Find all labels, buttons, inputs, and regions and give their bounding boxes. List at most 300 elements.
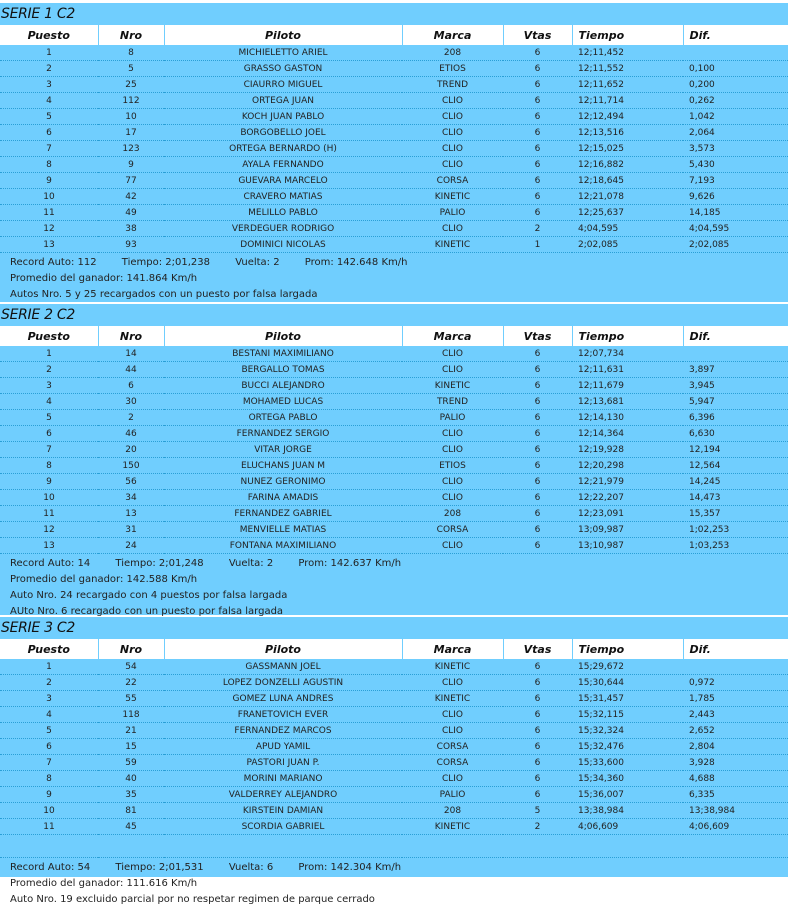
cell-tiempo: 12;15,025 — [572, 141, 683, 157]
cell-marca: KINETIC — [402, 237, 503, 253]
cell-tiempo: 12;11,679 — [572, 378, 683, 394]
cell-puesto: 6 — [0, 739, 98, 755]
table-row — [0, 426, 788, 442]
cell-vtas: 1 — [503, 237, 572, 253]
cell-dif: 4;06,609 — [683, 819, 788, 835]
cell-vtas: 6 — [503, 739, 572, 755]
header-tiempo: Tiempo — [572, 25, 683, 45]
cell-puesto: 11 — [0, 506, 98, 522]
cell-nro: 10 — [98, 109, 164, 125]
cell-tiempo: 15;32,324 — [572, 723, 683, 739]
cell-puesto: 9 — [0, 787, 98, 803]
serie-notes — [0, 858, 788, 908]
cell-vtas: 6 — [503, 442, 572, 458]
cell-nro: 77 — [98, 173, 164, 189]
cell-nro: 42 — [98, 189, 164, 205]
cell-puesto: 4 — [0, 707, 98, 723]
table-row — [0, 77, 788, 93]
cell-dif: 2,443 — [683, 707, 788, 723]
cell-marca: KINETIC — [402, 189, 503, 205]
cell-nro: 49 — [98, 205, 164, 221]
cell-marca: CORSA — [402, 739, 503, 755]
cell-puesto: 7 — [0, 442, 98, 458]
empty-row — [0, 835, 788, 858]
cell-puesto: 3 — [0, 691, 98, 707]
record-vuelta: Vuelta: 2 — [235, 257, 280, 268]
cell-nro: 21 — [98, 723, 164, 739]
serie-section — [0, 3, 788, 302]
cell-vtas: 5 — [503, 803, 572, 819]
table-row — [0, 394, 788, 410]
cell-vtas: 6 — [503, 125, 572, 141]
cell-puesto: 1 — [0, 659, 98, 675]
cell-tiempo: 15;32,115 — [572, 707, 683, 723]
cell-vtas: 6 — [503, 675, 572, 691]
cell-piloto: VITAR JORGE — [164, 442, 402, 458]
cell-puesto: 7 — [0, 141, 98, 157]
cell-dif: 12,564 — [683, 458, 788, 474]
table-row — [0, 410, 788, 426]
cell-marca: CORSA — [402, 173, 503, 189]
empty-cell — [402, 835, 503, 858]
empty-cell — [683, 835, 788, 858]
cell-dif: 14,185 — [683, 205, 788, 221]
cell-nro: 22 — [98, 675, 164, 691]
cell-nro: 24 — [98, 538, 164, 554]
cell-dif: 13;38,984 — [683, 803, 788, 819]
table-row — [0, 45, 788, 61]
table-header-row — [0, 639, 788, 659]
header-dif: Dif. — [683, 639, 788, 659]
cell-tiempo: 12;13,681 — [572, 394, 683, 410]
cell-puesto: 2 — [0, 362, 98, 378]
cell-puesto: 7 — [0, 755, 98, 771]
header-nro: Nro — [98, 25, 164, 45]
cell-piloto: GOMEZ LUNA ANDRES — [164, 691, 402, 707]
cell-tiempo: 12;11,714 — [572, 93, 683, 109]
cell-marca: CLIO — [402, 346, 503, 362]
table-row — [0, 522, 788, 538]
cell-puesto: 13 — [0, 237, 98, 253]
cell-marca: CLIO — [402, 93, 503, 109]
cell-marca: CLIO — [402, 125, 503, 141]
winner-average: Promedio del ganador: 111.616 Km/h — [10, 878, 198, 889]
cell-tiempo: 12;25,637 — [572, 205, 683, 221]
cell-nro: 20 — [98, 442, 164, 458]
record-vuelta: Vuelta: 6 — [228, 862, 274, 873]
cell-dif: 1,042 — [683, 109, 788, 125]
results-table — [0, 25, 788, 253]
cell-piloto: SCORDIA GABRIEL — [164, 819, 402, 835]
cell-dif: 2;02,085 — [683, 237, 788, 253]
cell-tiempo: 12;11,452 — [572, 45, 683, 61]
cell-piloto: CIAURRO MIGUEL — [164, 77, 402, 93]
cell-marca: CLIO — [402, 771, 503, 787]
table-row — [0, 755, 788, 771]
table-row — [0, 362, 788, 378]
cell-marca: ETIOS — [402, 61, 503, 77]
cell-dif: 0,100 — [683, 61, 788, 77]
cell-tiempo: 15;32,476 — [572, 739, 683, 755]
table-row — [0, 61, 788, 77]
cell-nro: 150 — [98, 458, 164, 474]
cell-marca: TREND — [402, 77, 503, 93]
empty-cell — [0, 835, 98, 858]
cell-puesto: 8 — [0, 458, 98, 474]
cell-dif: 0,200 — [683, 77, 788, 93]
cell-puesto: 8 — [0, 157, 98, 173]
cell-marca: CLIO — [402, 221, 503, 237]
table-row — [0, 237, 788, 253]
serie-notes — [0, 253, 788, 303]
cell-marca: CLIO — [402, 141, 503, 157]
cell-vtas: 6 — [503, 522, 572, 538]
cell-tiempo: 15;29,672 — [572, 659, 683, 675]
cell-vtas: 6 — [503, 205, 572, 221]
record-tiempo: Tiempo: 2;01,531 — [115, 862, 204, 873]
cell-vtas: 6 — [503, 93, 572, 109]
cell-nro: 9 — [98, 157, 164, 173]
cell-puesto: 4 — [0, 93, 98, 109]
header-dif: Dif. — [683, 326, 788, 346]
cell-vtas: 6 — [503, 77, 572, 93]
cell-puesto: 6 — [0, 426, 98, 442]
cell-vtas: 6 — [503, 189, 572, 205]
cell-nro: 13 — [98, 506, 164, 522]
cell-vtas: 6 — [503, 410, 572, 426]
table-row — [0, 93, 788, 109]
cell-piloto: VALDERREY ALEJANDRO — [164, 787, 402, 803]
table-header-row — [0, 25, 788, 45]
cell-piloto: FERNANDEZ MARCOS — [164, 723, 402, 739]
cell-marca: CLIO — [402, 426, 503, 442]
cell-piloto: MOHAMED LUCAS — [164, 394, 402, 410]
cell-tiempo: 12;18,645 — [572, 173, 683, 189]
cell-puesto: 2 — [0, 61, 98, 77]
cell-marca: KINETIC — [402, 819, 503, 835]
cell-tiempo: 13;09,987 — [572, 522, 683, 538]
cell-dif: 3,928 — [683, 755, 788, 771]
record-auto: Record Auto: 112 — [10, 257, 97, 268]
cell-marca: PALIO — [402, 205, 503, 221]
cell-tiempo: 15;34,360 — [572, 771, 683, 787]
cell-dif: 9,626 — [683, 189, 788, 205]
cell-nro: 81 — [98, 803, 164, 819]
cell-piloto: FERNANDEZ GABRIEL — [164, 506, 402, 522]
cell-vtas: 6 — [503, 538, 572, 554]
cell-dif: 15,357 — [683, 506, 788, 522]
cell-vtas: 6 — [503, 362, 572, 378]
cell-dif: 7,193 — [683, 173, 788, 189]
cell-puesto: 10 — [0, 490, 98, 506]
table-row — [0, 819, 788, 835]
cell-tiempo: 13;10,987 — [572, 538, 683, 554]
cell-nro: 55 — [98, 691, 164, 707]
cell-tiempo: 12;07,734 — [572, 346, 683, 362]
cell-dif: 3,945 — [683, 378, 788, 394]
cell-marca: CORSA — [402, 522, 503, 538]
cell-nro: 25 — [98, 77, 164, 93]
cell-tiempo: 15;31,457 — [572, 691, 683, 707]
cell-marca: 208 — [402, 506, 503, 522]
header-tiempo: Tiempo — [572, 326, 683, 346]
cell-vtas: 6 — [503, 787, 572, 803]
cell-piloto: MENVIELLE MATIAS — [164, 522, 402, 538]
cell-piloto: APUD YAMIL — [164, 739, 402, 755]
table-row — [0, 771, 788, 787]
header-nro: Nro — [98, 326, 164, 346]
cell-vtas: 6 — [503, 141, 572, 157]
cell-piloto: FRANETOVICH EVER — [164, 707, 402, 723]
cell-dif: 14,473 — [683, 490, 788, 506]
cell-marca: CLIO — [402, 723, 503, 739]
record-prom: Prom: 142.637 Km/h — [298, 558, 402, 569]
cell-nro: 2 — [98, 410, 164, 426]
cell-puesto: 1 — [0, 45, 98, 61]
cell-nro: 15 — [98, 739, 164, 755]
cell-nro: 38 — [98, 221, 164, 237]
cell-piloto: MICHIELETTO ARIEL — [164, 45, 402, 61]
cell-dif: 4,688 — [683, 771, 788, 787]
table-row — [0, 659, 788, 675]
cell-puesto: 3 — [0, 378, 98, 394]
cell-dif: 3,897 — [683, 362, 788, 378]
cell-dif: 14,245 — [683, 474, 788, 490]
cell-piloto: ELUCHANS JUAN M — [164, 458, 402, 474]
cell-dif: 2,652 — [683, 723, 788, 739]
table-row — [0, 474, 788, 490]
record-auto: Record Auto: 54 — [10, 862, 91, 873]
cell-dif: 1;03,253 — [683, 538, 788, 554]
cell-marca: KINETIC — [402, 378, 503, 394]
results-table — [0, 326, 788, 554]
cell-piloto: AYALA FERNANDO — [164, 157, 402, 173]
cell-puesto: 9 — [0, 474, 98, 490]
cell-dif: 5,430 — [683, 157, 788, 173]
table-row — [0, 675, 788, 691]
table-row — [0, 221, 788, 237]
serie-section — [0, 304, 788, 615]
cell-nro: 44 — [98, 362, 164, 378]
cell-dif — [683, 45, 788, 61]
cell-vtas: 6 — [503, 378, 572, 394]
cell-dif: 3,573 — [683, 141, 788, 157]
cell-dif — [683, 659, 788, 675]
cell-dif: 1,785 — [683, 691, 788, 707]
cell-puesto: 1 — [0, 346, 98, 362]
record-vuelta: Vuelta: 2 — [228, 558, 274, 569]
cell-nro: 45 — [98, 819, 164, 835]
table-row — [0, 125, 788, 141]
cell-puesto: 10 — [0, 803, 98, 819]
cell-dif — [683, 346, 788, 362]
cell-marca: CORSA — [402, 755, 503, 771]
cell-tiempo: 12;20,298 — [572, 458, 683, 474]
cell-nro: 30 — [98, 394, 164, 410]
cell-puesto: 5 — [0, 410, 98, 426]
cell-nro: 14 — [98, 346, 164, 362]
penalty-note: AUto Nro. 6 recargado con un puesto por falsa largada — [10, 606, 284, 617]
cell-dif: 5,947 — [683, 394, 788, 410]
cell-tiempo: 12;11,652 — [572, 77, 683, 93]
cell-piloto: KIRSTEIN DAMIAN — [164, 803, 402, 819]
cell-puesto: 13 — [0, 538, 98, 554]
cell-vtas: 6 — [503, 346, 572, 362]
header-vtas: Vtas — [503, 326, 572, 346]
cell-tiempo: 12;12,494 — [572, 109, 683, 125]
cell-vtas: 6 — [503, 771, 572, 787]
header-tiempo: Tiempo — [572, 639, 683, 659]
table-row — [0, 490, 788, 506]
cell-puesto: 2 — [0, 675, 98, 691]
table-row — [0, 141, 788, 157]
cell-marca: 208 — [402, 803, 503, 819]
serie-section — [0, 617, 788, 905]
cell-marca: CLIO — [402, 707, 503, 723]
cell-vtas: 6 — [503, 394, 572, 410]
header-piloto: Piloto — [164, 639, 402, 659]
record-tiempo: Tiempo: 2;01,238 — [121, 257, 210, 268]
cell-vtas: 6 — [503, 506, 572, 522]
cell-piloto: KOCH JUAN PABLO — [164, 109, 402, 125]
cell-tiempo: 12;13,516 — [572, 125, 683, 141]
empty-cell — [164, 835, 402, 858]
winner-average: Promedio del ganador: 141.864 Km/h — [10, 273, 198, 284]
serie-notes — [0, 554, 788, 620]
cell-puesto: 11 — [0, 205, 98, 221]
cell-piloto: FERNANDEZ SERGIO — [164, 426, 402, 442]
cell-nro: 34 — [98, 490, 164, 506]
cell-dif: 6,396 — [683, 410, 788, 426]
header-marca: Marca — [402, 639, 503, 659]
cell-puesto: 4 — [0, 394, 98, 410]
cell-piloto: BERGALLO TOMAS — [164, 362, 402, 378]
table-row — [0, 538, 788, 554]
table-row — [0, 739, 788, 755]
cell-vtas: 6 — [503, 45, 572, 61]
cell-vtas: 6 — [503, 755, 572, 771]
cell-piloto: CRAVERO MATIAS — [164, 189, 402, 205]
header-vtas: Vtas — [503, 25, 572, 45]
cell-puesto: 12 — [0, 221, 98, 237]
cell-vtas: 6 — [503, 157, 572, 173]
cell-tiempo: 12;21,078 — [572, 189, 683, 205]
cell-puesto: 9 — [0, 173, 98, 189]
table-row — [0, 787, 788, 803]
cell-marca: ETIOS — [402, 458, 503, 474]
table-row — [0, 205, 788, 221]
serie-title: SERIE 3 C2 — [1, 620, 75, 636]
record-line — [10, 556, 788, 572]
table-row — [0, 803, 788, 819]
cell-piloto: MELILLO PABLO — [164, 205, 402, 221]
header-piloto: Piloto — [164, 25, 402, 45]
cell-nro: 59 — [98, 755, 164, 771]
cell-tiempo: 12;16,882 — [572, 157, 683, 173]
cell-dif: 0,262 — [683, 93, 788, 109]
header-puesto: Puesto — [0, 326, 98, 346]
results-table — [0, 639, 788, 858]
cell-tiempo: 15;33,600 — [572, 755, 683, 771]
cell-piloto: MORINI MARIANO — [164, 771, 402, 787]
cell-piloto: BESTANI MAXIMILIANO — [164, 346, 402, 362]
penalty-note: Auto Nro. 24 recargado con 4 puestos por falsa largada — [10, 590, 288, 601]
empty-cell — [98, 835, 164, 858]
cell-tiempo: 12;14,130 — [572, 410, 683, 426]
cell-nro: 123 — [98, 141, 164, 157]
cell-marca: CLIO — [402, 490, 503, 506]
cell-tiempo: 12;11,631 — [572, 362, 683, 378]
cell-vtas: 6 — [503, 458, 572, 474]
cell-tiempo: 13;38,984 — [572, 803, 683, 819]
cell-dif: 0,972 — [683, 675, 788, 691]
cell-tiempo: 12;21,979 — [572, 474, 683, 490]
cell-vtas: 6 — [503, 426, 572, 442]
cell-puesto: 8 — [0, 771, 98, 787]
cell-marca: PALIO — [402, 787, 503, 803]
cell-piloto: VERDEGUER RODRIGO — [164, 221, 402, 237]
cell-nro: 112 — [98, 93, 164, 109]
record-prom: Prom: 142.304 Km/h — [298, 862, 402, 873]
penalty-note: Autos Nro. 5 y 25 recargados con un puesto por falsa largada — [10, 289, 318, 300]
header-dif: Dif. — [683, 25, 788, 45]
cell-tiempo: 12;23,091 — [572, 506, 683, 522]
cell-dif: 2,064 — [683, 125, 788, 141]
cell-vtas: 2 — [503, 221, 572, 237]
cell-piloto: BUCCI ALEJANDRO — [164, 378, 402, 394]
record-line — [10, 860, 788, 876]
cell-nro: 118 — [98, 707, 164, 723]
table-row — [0, 157, 788, 173]
cell-nro: 5 — [98, 61, 164, 77]
cell-piloto: FONTANA MAXIMILIANO — [164, 538, 402, 554]
winner-average: Promedio del ganador: 142.588 Km/h — [10, 574, 198, 585]
cell-nro: 93 — [98, 237, 164, 253]
cell-marca: CLIO — [402, 675, 503, 691]
header-marca: Marca — [402, 326, 503, 346]
cell-piloto: GASSMANN JOEL — [164, 659, 402, 675]
record-line — [10, 255, 788, 271]
cell-marca: KINETIC — [402, 659, 503, 675]
cell-marca: CLIO — [402, 109, 503, 125]
header-piloto: Piloto — [164, 326, 402, 346]
header-nro: Nro — [98, 639, 164, 659]
table-row — [0, 458, 788, 474]
cell-nro: 40 — [98, 771, 164, 787]
cell-nro: 31 — [98, 522, 164, 538]
cell-tiempo: 15;36,007 — [572, 787, 683, 803]
table-row — [0, 506, 788, 522]
cell-nro: 17 — [98, 125, 164, 141]
table-header-row — [0, 326, 788, 346]
cell-piloto: GRASSO GASTON — [164, 61, 402, 77]
header-puesto: Puesto — [0, 25, 98, 45]
cell-marca: CLIO — [402, 538, 503, 554]
table-row — [0, 173, 788, 189]
cell-piloto: LOPEZ DONZELLI AGUSTIN — [164, 675, 402, 691]
cell-tiempo: 12;11,552 — [572, 61, 683, 77]
table-row — [0, 346, 788, 362]
cell-dif: 6,630 — [683, 426, 788, 442]
cell-piloto: NUNEZ GERONIMO — [164, 474, 402, 490]
cell-nro: 6 — [98, 378, 164, 394]
cell-puesto: 3 — [0, 77, 98, 93]
serie-title: SERIE 1 C2 — [1, 6, 75, 22]
table-row — [0, 189, 788, 205]
cell-marca: TREND — [402, 394, 503, 410]
cell-vtas: 6 — [503, 691, 572, 707]
cell-piloto: ORTEGA BERNARDO (H) — [164, 141, 402, 157]
